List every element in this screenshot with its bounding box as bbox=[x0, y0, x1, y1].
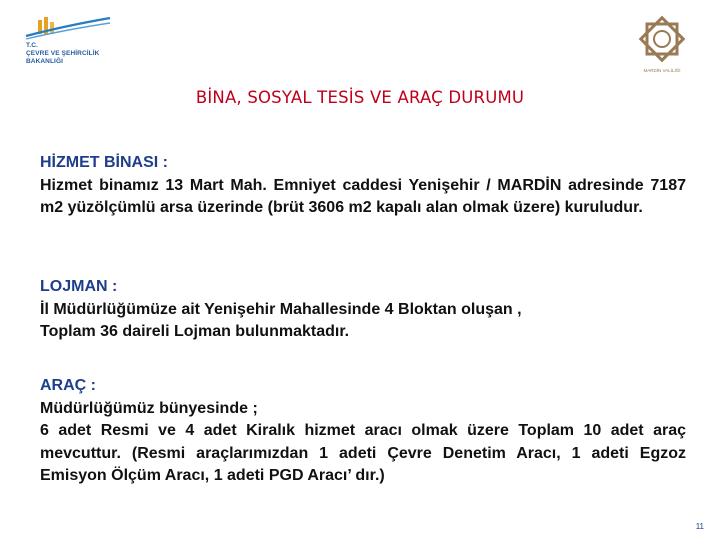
section-housing bbox=[40, 276, 686, 344]
ministry-emblem-icon bbox=[24, 14, 114, 42]
ministry-logo bbox=[24, 14, 144, 68]
section-text: 6 adet Resmi ve 4 adet Kiralık hizmet aracı olmak üzere Toplam 10 adet araç mevcuttur. (Resmi araçlarımızdan 1 adeti Çevre Denetim Aracı, 1 adeti Egzoz Emisyon Ölçüm Aracı, 1 adeti PGD Aracı’ dır.) bbox=[40, 422, 686, 484]
section-line: Toplam 36 daireli Lojman bulunmaktadır. bbox=[40, 323, 350, 340]
page-number: 11 bbox=[695, 522, 704, 531]
section-vehicles bbox=[40, 375, 686, 488]
governor-logo-caption: MARDİN VALİLİĞİ bbox=[643, 68, 681, 73]
ministry-logo-text bbox=[26, 42, 99, 66]
section-line: Müdürlüğümüz bünyesinde ; bbox=[40, 399, 258, 417]
ministry-logo-line: ÇEVRE VE ŞEHİRCİLİK bbox=[26, 50, 100, 57]
section-service-building bbox=[40, 152, 686, 220]
section-line: İl Müdürlüğümüze ait Yenişehir Mahallesinde 4 Bloktan oluşan , bbox=[40, 300, 522, 318]
section-heading: LOJMAN : bbox=[40, 278, 118, 295]
section-heading: ARAÇ : bbox=[40, 377, 96, 394]
page-title: BİNA, SOSYAL TESİS VE ARAÇ DURUMU bbox=[195, 88, 525, 107]
star-seal-icon bbox=[630, 12, 694, 68]
governor-logo bbox=[630, 12, 694, 76]
section-text: Hizmet binamız 13 Mart Mah. Emniyet caddesi Yenişehir / MARDİN adresinde 7187 m2 yüzölçümlü arsa üzerinde (brüt 3606 m2 kapalı alan olmak üzere) kuruludur. bbox=[40, 176, 686, 216]
ministry-logo-line: BAKANLIĞI bbox=[26, 58, 64, 65]
section-heading: HİZMET BİNASI : bbox=[40, 154, 168, 171]
ministry-logo-line: T.C. bbox=[26, 42, 38, 49]
